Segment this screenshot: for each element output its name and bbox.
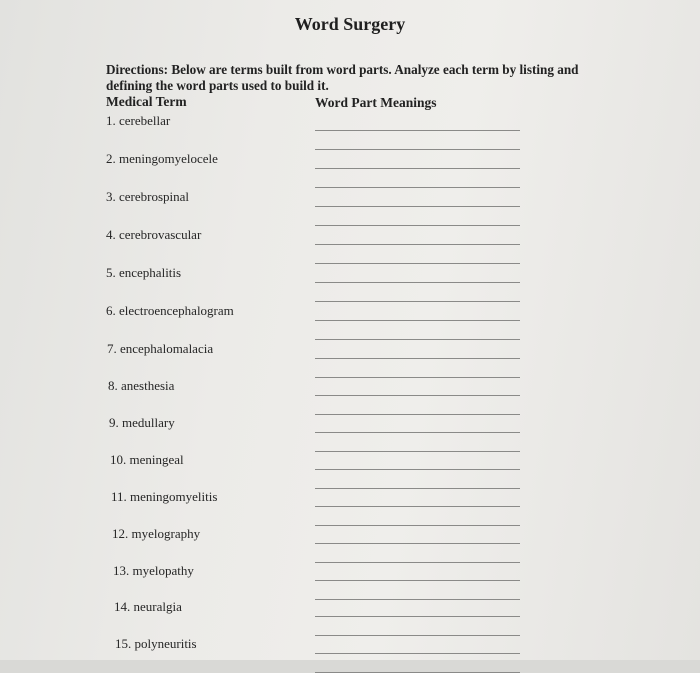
answer-line-2-1[interactable] <box>315 168 520 169</box>
answer-line-6-1[interactable] <box>315 320 520 321</box>
answer-line-7-1[interactable] <box>315 358 520 359</box>
medical-term-2: 2. meningomyelocele <box>106 151 218 166</box>
answer-line-8-2[interactable] <box>315 414 520 415</box>
answer-line-13-2[interactable] <box>315 599 520 600</box>
medical-term-15: 15. polyneuritis <box>115 636 197 651</box>
answer-line-4-1[interactable] <box>315 244 520 245</box>
medical-term-14: 14. neuralgia <box>114 599 182 614</box>
answer-line-9-1[interactable] <box>315 432 520 433</box>
answer-line-10-1[interactable] <box>315 469 520 470</box>
medical-term-8: 8. anesthesia <box>108 378 175 393</box>
answer-line-11-2[interactable] <box>315 525 520 526</box>
answer-line-13-1[interactable] <box>315 580 520 581</box>
answer-line-10-2[interactable] <box>315 488 520 489</box>
medical-term-10: 10. meningeal <box>110 452 184 467</box>
answer-line-1-2[interactable] <box>315 149 520 150</box>
answer-line-4-2[interactable] <box>315 263 520 264</box>
answer-line-12-2[interactable] <box>315 562 520 563</box>
answer-line-14-2[interactable] <box>315 635 520 636</box>
word-part-meanings-header: Word Part Meanings <box>315 95 437 110</box>
medical-term-3: 3. cerebrospinal <box>106 189 190 204</box>
answer-line-14-1[interactable] <box>315 616 520 617</box>
medical-term-13: 13. myelopathy <box>113 563 194 578</box>
answer-line-5-2[interactable] <box>315 301 520 302</box>
medical-term-6: 6. electroencephalogram <box>106 303 234 318</box>
medical-term-11: 11. meningomyelitis <box>111 489 218 504</box>
answer-line-12-1[interactable] <box>315 543 520 544</box>
answer-line-3-1[interactable] <box>315 206 520 207</box>
medical-term-5: 5. encephalitis <box>106 265 182 280</box>
answer-line-2-2[interactable] <box>315 187 520 188</box>
directions-text: Directions: Below are terms built from word parts. Analyze each term by listing and defining the word parts used to build it. <box>106 62 579 93</box>
answer-line-1-1[interactable] <box>315 130 520 131</box>
answer-line-3-2[interactable] <box>315 225 520 226</box>
page-title: Word Surgery <box>294 14 406 34</box>
answer-line-11-1[interactable] <box>315 506 520 507</box>
medical-term-12: 12. myelography <box>112 526 201 541</box>
medical-term-7: 7. encephalomalacia <box>107 341 214 356</box>
medical-term-9: 9. medullary <box>109 415 175 430</box>
medical-term-header: Medical Term <box>106 94 187 109</box>
medical-term-4: 4. cerebrovascular <box>106 227 202 242</box>
answer-line-8-1[interactable] <box>315 395 520 396</box>
answer-line-6-2[interactable] <box>315 339 520 340</box>
medical-term-1: 1. cerebellar <box>106 113 171 128</box>
answer-line-5-1[interactable] <box>315 282 520 283</box>
answer-line-7-2[interactable] <box>315 377 520 378</box>
answer-line-9-2[interactable] <box>315 451 520 452</box>
answer-line-15-1[interactable] <box>315 653 520 654</box>
